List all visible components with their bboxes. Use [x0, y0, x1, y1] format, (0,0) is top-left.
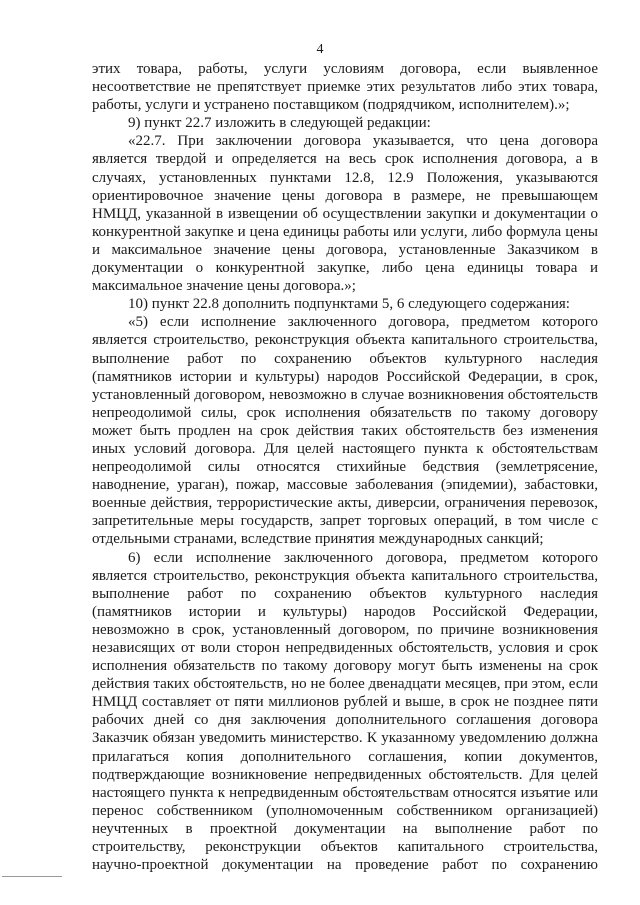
- text-line: независящих от воли сторон непредвиденных обстоятельств, условия и срок: [92, 640, 598, 656]
- text-line: рабочих дней со дня заключения дополнительного соглашения договора: [92, 712, 598, 729]
- text-line: наводнение, ураган), пожар, массовые заболевания (эпидемии), забастовки,: [92, 477, 598, 494]
- text-line: Заказчик обязан уведомить министерство. К указанному уведомлению должна: [92, 730, 598, 747]
- text-line: выполнение работ по сохранению объектов культурного наследия: [92, 585, 598, 602]
- text-line: 9) пункт 22.7 изложить в следующей редакции:: [128, 115, 431, 132]
- text-line: запретительные меры государств, запрет торговых операций, в том числе с: [92, 513, 598, 530]
- text-line: несоответствие не препятствует приемке этих результатов либо этих товара,: [92, 79, 598, 96]
- page-number: 4: [316, 42, 324, 57]
- text-line: перенос собственником (уполномоченным собственником организацией): [92, 802, 598, 819]
- text-line: прилагаться копия дополнительного соглашения, копии документов,: [92, 748, 598, 765]
- text-line: «22.7. При заключении договора указывается, что цена договора: [128, 133, 598, 150]
- text-line: подтверждающие возникновение непредвиденных обстоятельств. Для целей: [92, 766, 598, 783]
- text-line: работы, услуги и устранено поставщиком (подрядчиком, исполнителем).»;: [92, 97, 570, 114]
- text-line: действия таких обстоятельств, но не более двенадцати месяцев, при этом, если: [92, 676, 598, 693]
- text-line: случаях, установленных пунктами 12.8, 12.9 Положения, указываются: [92, 169, 598, 186]
- text-line: (памятников истории и культуры) народов Российской Федерации, в срок,: [92, 368, 598, 385]
- text-line: научно-проектной документации на проведение работ по сохранению: [92, 857, 598, 874]
- text-line: выполнение работ по сохранению объектов культурного наследия: [92, 350, 598, 367]
- text-line: неучтенных в проектной документации на выполнение работ по: [92, 820, 598, 837]
- text-line: непреодолимой силы, срок исполнения обязательств по такому договору: [92, 404, 598, 421]
- text-line: НМЦД составляет от пяти миллионов рублей и выше, в срок не позднее пяти: [92, 694, 598, 711]
- text-line: конкурентной закупке и цена единицы работы или услуги, либо формула цены: [92, 223, 598, 240]
- text-line: настоящего пункта к непредвиденным обстоятельствам относятся изъятие или: [92, 784, 598, 801]
- text-line: иных условий договора. Для целей настоящего пункта к обстоятельствам: [92, 440, 598, 457]
- text-line: и максимальное значение цены договора, установленные Заказчиком в: [92, 241, 598, 258]
- text-line: этих товара, работы, услуги условиям договора, если выявленное: [92, 61, 598, 77]
- document-body: [92, 60, 598, 874]
- text-line: 10) пункт 22.8 дополнить подпунктами 5, 6 следующего содержания:: [128, 296, 570, 313]
- text-line: является строительство, реконструкция объекта капитального строительства,: [92, 332, 598, 349]
- text-line: документации о конкурентной закупке, либо цена единицы товара и: [92, 260, 598, 277]
- text-line: (памятников истории и культуры) народов Российской Федерации,: [92, 603, 598, 620]
- text-line: строительству, реконструкции объектов капитального строительства,: [92, 839, 598, 856]
- text-line: невозможно в срок, установленный договором, по причине возникновения: [92, 621, 598, 638]
- text-line: исполнения обязательств по такому договору могут быть изменены на срок: [92, 658, 598, 675]
- text-line: является твердой и определяется на весь срок исполнения договора, а в: [92, 151, 598, 168]
- text-line: военные действия, террористические акты, диверсии, ограничения перевозок,: [92, 495, 598, 512]
- text-line: установленный договором, невозможно в случае возникновения обстоятельств: [92, 386, 598, 403]
- text-line: отдельными странами, вследствие принятия международных санкций;: [92, 531, 544, 548]
- text-line: 6) если исполнение заключенного договора, предметом которого: [128, 549, 598, 566]
- text-line: «5) если исполнение заключенного договора, предметом которого: [128, 314, 598, 331]
- text-line: НМЦД, указанной в извещении об осуществлении закупки и документации о: [92, 205, 598, 222]
- text-line: может быть продлен на срок действия таких обстоятельств без изменения: [92, 422, 598, 439]
- text-line: максимальное значение цены договора.»;: [92, 278, 356, 295]
- text-line: непреодолимой силы относятся стихийные бедствия (землетрясение,: [92, 459, 598, 476]
- text-line: является строительство, реконструкция объекта капитального строительства,: [92, 567, 598, 584]
- text-line: ориентировочное значение цены договора в размере, не превышающем: [92, 187, 598, 204]
- scan-edge-mark: [2, 876, 62, 877]
